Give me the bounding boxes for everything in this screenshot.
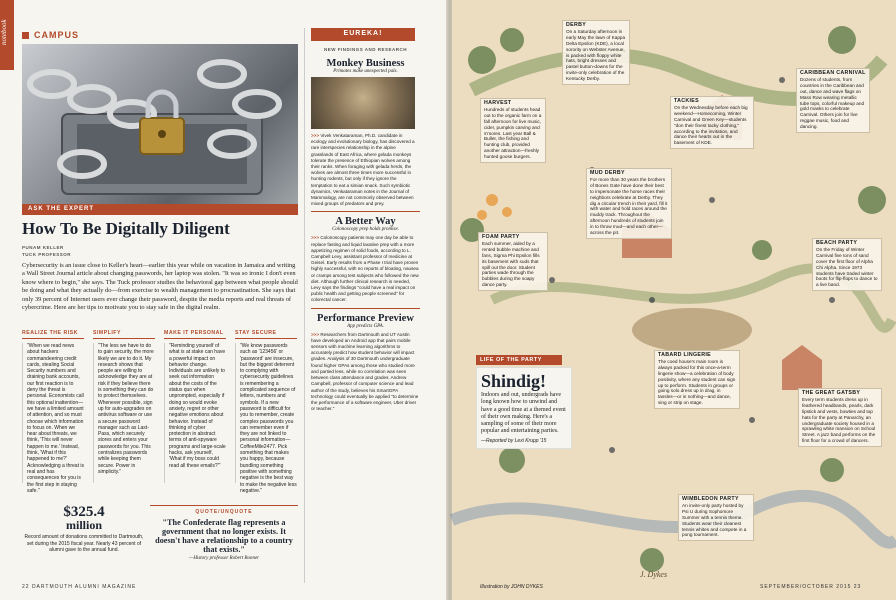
story2-body [311,235,419,303]
tip-stay-secure [235,330,297,494]
tip-body: "We know passwords such as '123456' or 'password' are insecure, but the biggest deterrent to complying with cybersecurity guidelines is remembering a complicated sequence of letters, numbers and symbols. If a new password is difficult for you to remember, create complex passwords you can remember even if they are not linked to personal information—CoffeeMile2477. Pick something that makes you happy, because bundling something positive with something negative is the best way to make the negative less negative." [235,343,297,483]
quote-text: "The Confederate flag represents a government that no longer exists. It doesn't have a relationship to a country that exists." [155,518,293,554]
section-label [22,30,79,40]
eureka-banner: EUREKA! [311,28,415,41]
callout-title: WIMBLEDON PARTY [682,496,739,502]
tip-title: SIMPLIFY [93,330,155,339]
shindig-panel [476,367,572,449]
callout-body: On the Wednesday before each big weekend—Homecoming, Winter Carnival and Green Key—students "don their finest tacky clothing," according to the invitation, and dance their hearts out in the basement of KDE. [674,104,748,146]
tip-body: "Reminding yourself of what is at stake can have a powerful impact on behavior change. Individuals are unlikely to seek out information about the costs of the status quo when unprompted, especially if doing so would evoke anxiety, regret or other negative emotions about behavior. Instead of thinking of cyber protection in abstract terms of anti-spyware programs and large-scale hacks, ask yourself, 'What if my boss could read all these emails?'" [164,343,226,483]
article-intro: Cybersecurity is an issue close to Keller's heart—earlier this year while on vacation in Jamaica and writing a Wall Street Journal article about changing passwords, her laptop was stolen. "It was so ironic I don't even know where to begin," she says. The Tuck professor studies the behavioral gap between what people should be doing and what they actually do—from exercise to wealth management to procrastination. She says that only 39 percent of Internet users ever change their password, despite the media reports and real threats of cybercrime. Here are her tips to motivate you to stay safe in the digital realm. [22,262,298,312]
story1-text: Vivek Venkataraman, Ph.D. candidate in ecology and evolutionary biology, has discovered a rare interspecies relationship in the alpine grasslands of East Africa, where gelada monkeys tolerate the presence of Ethiopian wolves among their ranks. When foraging with gelada herds, the wolves are almost three times more successful in hunting rodents, but only if they ignore the temptation to eat a simian snack. Such symbiotic dynamics, Venkataraman notes in the Journal of Mammalogy, are not commonly observed between mixed groups of predators and prey. [311,133,415,207]
story3-text: Researchers from Dartmouth and UT Austin have developed an Android app that pairs mobile sensors with machine learning algorithms to accurately predict how student behavior will impact grades. Analysis of 30 Dartmouth undergraduate found higher GPAs among those who studied more and partied less, while no correlation was seen between class attendance and grades. Andrew Campbell, professor of computer science and lead author of the study, believes his SmartGPA technology could eventually be applied "to determine the performance of a software engineer, Uber driver or teacher." [311,331,419,412]
callout-body: Dozens of students, from countries in the Caribbean and out, dance and wave flags on Mass Row wearing metallic tube tops, colorful makeup and gold masks to celebrate Carnival. Others join for live reggae music, food and dancing. [800,76,865,130]
quote-unquote [150,505,298,561]
quote-label: QUOTE/UNQUOTE [150,505,298,515]
ask-the-expert-banner: ASK THE EXPERT [22,204,298,215]
callout-mud-derby [586,168,672,239]
illustrator-signature: J. Dykes [640,570,668,579]
callout-body: On a Saturday afternoon in early May the lawn of Kappa Delta Epsilon (KDE), a local sorority on Webster Avenue, is packed with floppy white hats, bright dresses and pastel button-downs for the invite-only celebration of the Kentucky Derby. [566,28,626,82]
story3-deck: App predicts GPA. [347,323,384,329]
callout-title: HARVEST [484,100,512,106]
arrow-icon: >>> [311,133,321,138]
callout-body: For more than 30 years the brothers of Bones Gate have done their best to impersonate the horse races their neighbors celebrate at Derby. They dig a circular trench in their yard, fill it with water and hold races around the muddy track. Throughout the afternoon hundreds of students join in to throw mud—and each other—across the pit. [590,176,668,236]
story3-title: Performance Preview [317,312,414,324]
donation-amount: $325.4 [63,504,105,520]
story1-title: Monkey Business [326,58,405,69]
callout-title: MUD DERBY [590,170,625,176]
tip-title: REALIZE THE RISK [22,330,84,339]
callout-title: FOAM PARTY [482,234,520,240]
illustration-credit: Illustration by JOHN DYKES [480,584,543,590]
tip-title: MAKE IT PERSONAL [164,330,226,339]
story-divider [311,211,420,212]
callout-tackies [670,96,754,149]
tips-columns [22,330,298,494]
callout-body: Every term students dress up in feathered headbands, pearls, dark lipstick and vests, bowties and top hats for the party at Panarchy, an undergraduate society housed in a sprawling white mansion on School Street. A jazz band performs on the first floor for a crowd of dancers. [802,396,876,444]
story2-deck: Colonoscopy prep holds promise. [332,227,399,233]
donation-stat [22,505,146,554]
callout-title: TABARD LINGERIE [658,352,711,358]
tip-realize-risk [22,330,84,494]
callout-title: BEACH PARTY [816,240,858,246]
shindig-intro: Indoors and out, undergrads have long known how to unwind and have a good time at a themed event of their own making. Here's a sampling of some of their more popular and entertaining parties. [481,392,566,435]
notebook-side-tab: notebook [0,0,14,70]
callout-body: The coed house's main room is always packed for this once-a-term lingerie show—a celebration of body positivity, where any student can sign up to perform. Students in groups or going solo dress up in drag, in tassles—or in nothing—and dance, sing or strip on stage. [658,358,736,406]
right-folio: SEPTEMBER/OCTOBER 2015 23 [760,584,862,590]
shindig-byline: —Reported by Lexi Krupp '15 [481,437,547,444]
tip-title: STAY SECURE [235,330,297,339]
tip-body: "When we read news about hackers commandeering credit cards, stealing Social Security numbers and draining bank accounts, our first reaction is to deny the threat is personal. Economists call this optional inattention—we have a limited amount of attention, and so must choose which information to focus on. When we hear about threats, we think, 'This will never happen to me.' Instead, think, 'What if this happened to me?' Acknowledging a threat is real and has consequences for you is the first step in staying safe." [22,343,84,483]
tip-body: "The less we have to do to gain security, the more likely we are to do it. My research shows that people are willing to acknowledge they are at risk if they believe there is something they can do to protect themselves. Whenever possible, sign up for auto-upgrades on antivirus software or use a secure password manager such as Last-Pass, which securely stores and enters your passwords for you. This centralizes passwords while keeping them secure. Power in simplicity." [93,343,155,483]
eureka-column [304,28,420,583]
byline [22,244,71,258]
callout-tabard-lingerie [654,350,740,409]
callout-harvest [480,98,546,163]
section-label-text: CAMPUS [34,30,80,40]
tip-make-it-personal [164,330,226,483]
section-square-icon [22,32,29,39]
arrow-icon: >>> [311,331,321,337]
byline-title: TUCK PROFESSOR [22,252,72,257]
callout-body: Each summer, aided by a rented bubble machine and fans, Sigma Phi Epsilon fills its basement with suds that spill out the door. Student parties wade through the bubbles during the soapy dance party. [482,240,540,288]
story2-title: A Better Way [335,216,396,228]
callout-body: Hundreds of students head out to the organic farm on a fall afternoon for live music, cider, pumpkin carving and s'mores. Last year Ball & Bullet, the fishing and hunting club, provided another attraction—freshly hunted goose burgers. [484,106,542,160]
eureka-subtitle: NEW FINDINGS AND RESEARCH [323,47,408,52]
story-divider [311,308,420,309]
callout-title: TACKIES [674,98,699,104]
callout-title: DERBY [566,22,587,28]
arrow-icon: >>> [311,235,321,241]
donation-description: Record amount of donations committed to Dartmouth, set during the 2015 fiscal year. Nearly 43 percent of alumni gave to the annual fund. [24,534,144,553]
callout-body: On the Friday of Winter Carnival five tons of sand cover the first floor of Alpha Chi Alpha. Since 1973 students have traded winter boots for flip-flops to dance to a live band. [816,246,878,288]
story1-body [311,133,419,207]
donation-unit: million [65,518,102,532]
callout-title: THE GREAT GATSBY [802,390,861,396]
story2-text: Colonoscopy patients may one day be able to replace fasting and liquid laxative prep with a more appetizing regimen of solid foods, according to L. Campbell Levy, assistant professor of medicine at Geisel. Early results from a Phase I trial have proven highly successful, with no reports of bloating, nausea or cramps among test subjects who followed the new diet. Although further clinical research is needed, Levy says the findings "could have a real impact on public health and getting people screened" for colorectal cancer. [311,235,419,303]
callout-wimbledon-party [678,494,754,541]
callout-beach-party [812,238,882,291]
story3-body [311,332,419,413]
left-folio: 22 DARTMOUTH ALUMNI MAGAZINE [22,584,137,590]
story1-deck: Primates make unexpected pals. [333,69,398,74]
byline-name: PUNAM KELLER [22,245,64,250]
padlock-chain-photo [22,44,298,204]
right-page [452,0,896,600]
article-headline: How To Be Digitally Diligent [22,219,230,238]
quote-source: —History professor Robert Bonner [188,556,260,561]
callout-body: An invite-only party hosted by Psi U during Sophomore Summer with a tennis theme. Students wear their cleanest tennis whites and compete in a pong tournament. [682,502,747,538]
callout-foam-party [478,232,548,291]
life-of-the-party-banner: LIFE OF THE PARTY [476,355,562,365]
callout-caribbean-carnival [796,68,870,133]
callout-great-gatsby [798,388,882,447]
callout-derby [562,20,630,85]
shindig-headline: Shindig! [481,371,547,391]
monkey-photo [311,77,415,129]
callout-title: CARIBBEAN CARNIVAL [800,70,866,76]
tip-simplify [93,330,155,483]
laptop-chain-illustration [22,44,298,204]
